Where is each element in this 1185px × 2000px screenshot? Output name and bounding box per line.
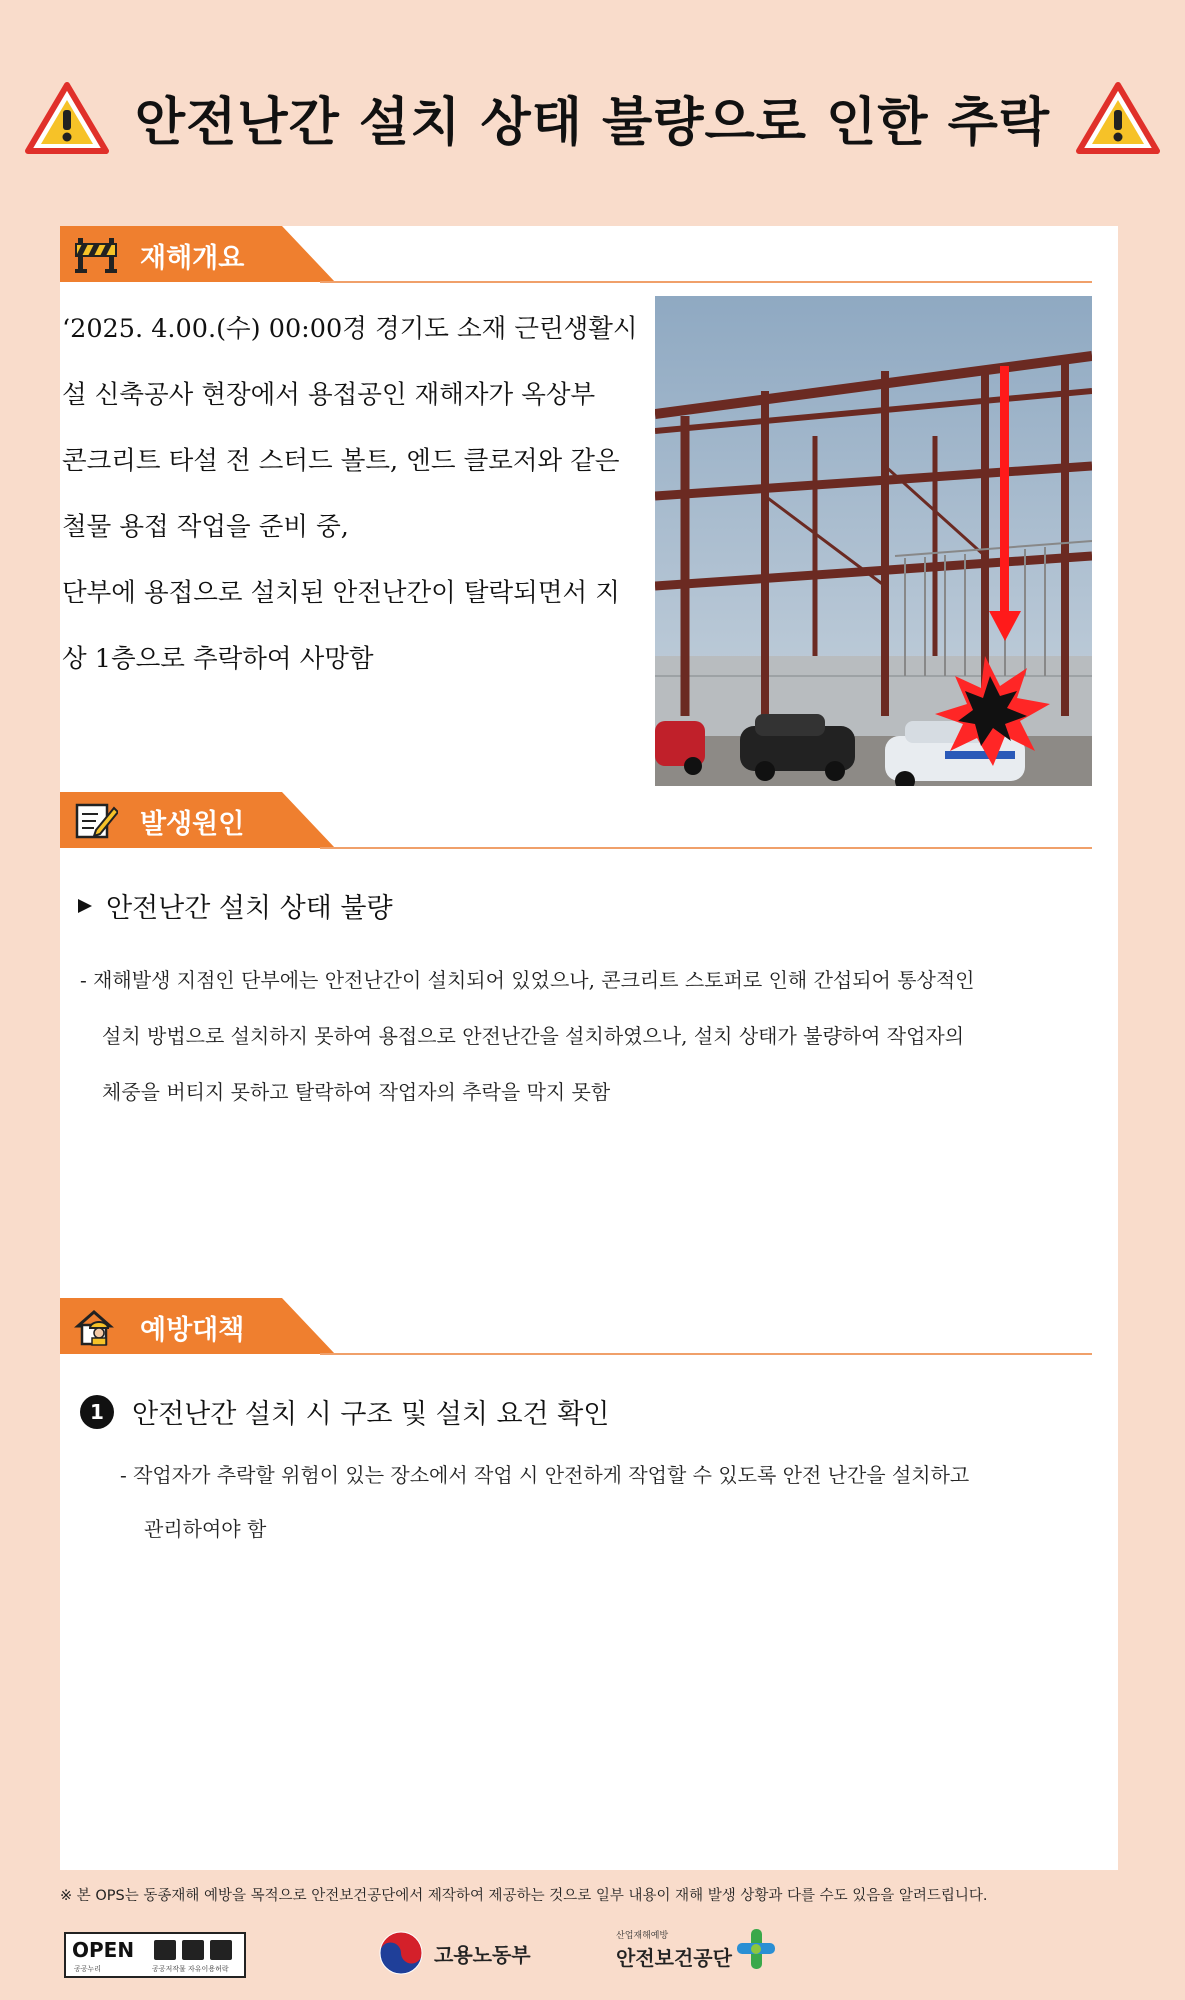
cause-line: 체중을 버티지 못하고 탈락하여 작업자의 추락을 막지 못함 — [102, 1080, 611, 1104]
title-row — [0, 70, 1185, 165]
overview-line: ‘2025. 4.00.(수) 00:00경 경기도 소재 근린생활시 — [62, 314, 638, 344]
kosha-tagline: 산업재해예방 — [616, 1931, 669, 1941]
section-header-cause — [60, 792, 1060, 850]
overview-line: 철물 용접 작업을 준비 중, — [62, 512, 349, 542]
cause-item-title-row — [78, 886, 393, 925]
warning-triangle-icon — [1076, 82, 1160, 154]
footnote: ※ 본 OPS는 동종재해 예방을 목적으로 안전보건공단에서 제작하여 제공하는 것으로 일부 내용이 재해 발생 상황과 다를 수도 있음을 알려드립니다. — [60, 1888, 988, 1904]
section-header-overview — [60, 226, 1060, 284]
warning-triangle-icon — [25, 82, 109, 154]
page-title: 안전난간 설치 상태 불량으로 인한 추락 — [134, 93, 1051, 153]
open-license-label: OPEN — [72, 1938, 135, 1962]
open-license-sub2: 공공저작물 자유이용허락 — [152, 1965, 229, 1973]
cause-description — [80, 952, 1090, 1120]
worker-house-icon — [74, 1306, 118, 1346]
section-divider — [320, 281, 1092, 283]
cause-item-title: 안전난간 설치 상태 불량 — [106, 893, 393, 924]
overview-line: 단부에 용접으로 설치된 안전난간이 탈락되면서 지 — [62, 578, 620, 608]
prevention-line: - 작업자가 추락할 위험이 있는 장소에서 작업 시 안전하게 작업할 수 있도록 안전 난간을 설치하고 — [120, 1463, 970, 1487]
section-label: 예방대책 — [140, 1315, 245, 1346]
overview-line: 상 1층으로 추락하여 사망함 — [62, 644, 374, 674]
kosha-logo — [616, 1928, 776, 1971]
taegeuk-emblem-icon — [378, 1930, 424, 1976]
footer — [0, 1922, 1185, 1992]
license-no-derivatives-icon — [210, 1940, 232, 1960]
prevention-line: 관리하여야 함 — [144, 1517, 267, 1541]
section-divider — [320, 847, 1092, 849]
overview-line: 콘크리트 타설 전 스터드 볼트, 엔드 클로저와 같은 — [62, 446, 620, 476]
number-badge: 1 — [80, 1395, 114, 1429]
cause-line: 설치 방법으로 설치하지 못하여 용접으로 안전난간을 설치하였으나, 설치 상태가 불량하여 작업자의 — [102, 1024, 965, 1048]
ministry-logo — [378, 1930, 531, 1976]
section-divider — [320, 1353, 1092, 1355]
cause-line: - 재해발생 지점인 단부에는 안전난간이 설치되어 있었으나, 콘크리트 스토퍼로 인해 간섭되어 통상적인 — [80, 968, 975, 992]
kosha-name: 안전보건공단 — [616, 1945, 732, 1970]
section-label: 재해개요 — [140, 243, 245, 274]
kosha-cross-icon — [736, 1927, 776, 1971]
overview-text — [62, 296, 652, 692]
checklist-pencil-icon — [74, 800, 118, 840]
accident-site-photo — [655, 296, 1092, 786]
section-header-prevention — [60, 1298, 1060, 1356]
license-noncommercial-icon — [182, 1940, 204, 1960]
steel-frame-building-illustration — [655, 296, 1092, 786]
open-license-badge — [64, 1932, 246, 1978]
prevention-item-title: 안전난간 설치 시 구조 및 설치 요건 확인 — [132, 1399, 610, 1430]
prevention-description — [120, 1448, 1100, 1556]
section-label: 발생원인 — [140, 809, 245, 840]
road-barrier-icon — [74, 234, 118, 274]
overview-line: 설 신축공사 현장에서 용접공인 재해자가 옥상부 — [62, 380, 596, 410]
prevention-item-title-row — [80, 1392, 609, 1431]
ministry-name: 고용노동부 — [434, 1942, 531, 1967]
license-attribution-icon — [154, 1940, 176, 1960]
content-card — [60, 226, 1118, 1870]
triangle-bullet-icon — [78, 899, 92, 913]
open-license-sub: 공공누리 — [74, 1965, 102, 1973]
